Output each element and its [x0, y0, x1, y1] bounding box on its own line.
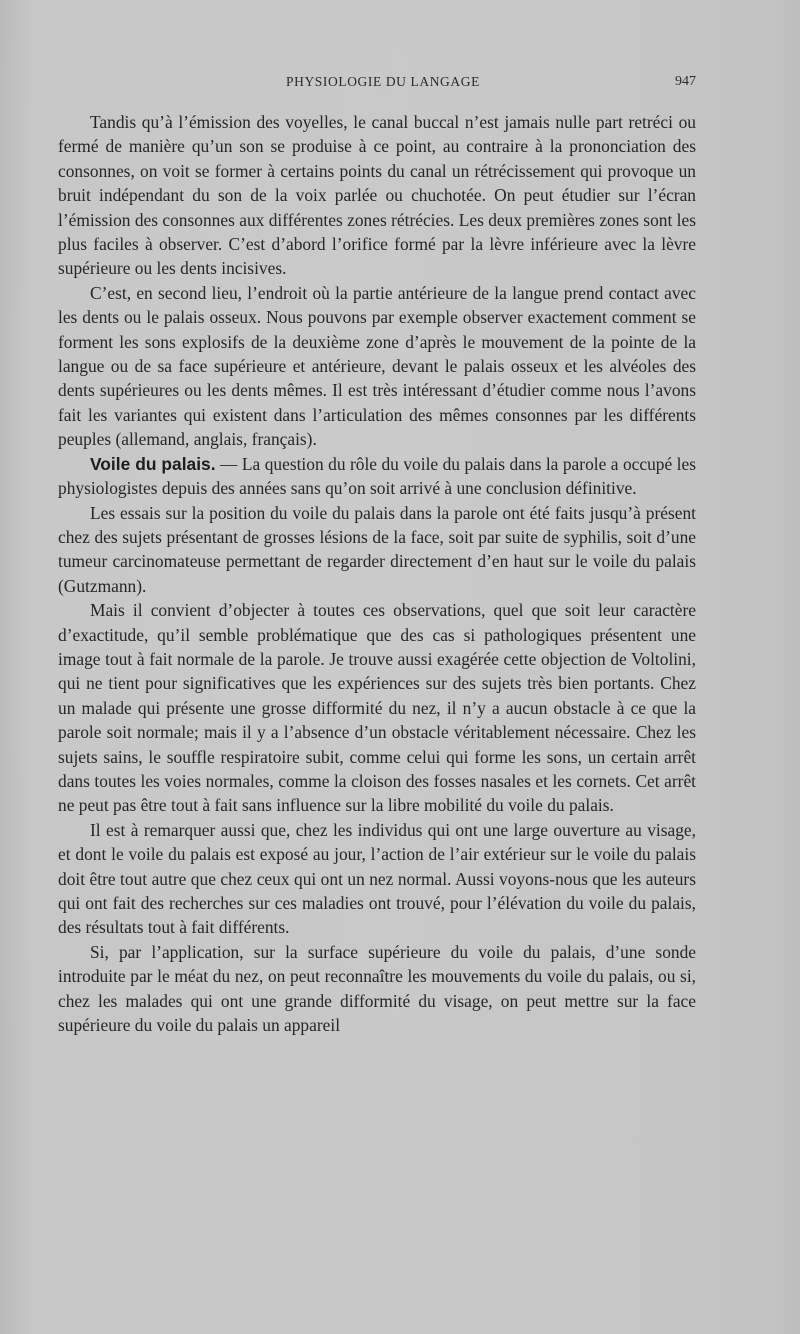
heading-dash: — — [215, 453, 242, 474]
section-intro-text: La question du rôle du voile du palais dans la parole a occupé les physiologistes depuis des années sans qu’on soit arrivé à une conclusion définitive. — [58, 453, 697, 499]
body-text — [58, 110, 696, 1037]
section-heading: Voile du palais. — [90, 453, 216, 474]
running-title: PHYSIOLOGIE DU LANGAGE — [286, 74, 480, 89]
section-intro-paragraph — [58, 452, 696, 501]
paragraph: Si, par l’application, sur la surface supérieure du voile du palais, d’une sonde introduite par le méat du nez, on peut reconnaître les mouvements du voile du palais, ou si, chez les malades qui ont une grande difformité du visage, on peut mettre sur la face supérieure du voile du palais un appareil — [58, 941, 696, 1036]
paragraph: Tandis qu’à l’émission des voyelles, le canal buccal n’est jamais nulle part retréci ou fermé de manière qu’un son se produise à ce point, au contraire à la prononciation des consonnes, on voit se former à certains points du canal un rétrécissement qui provoque un bruit indépendant du son de la voix parlée ou chuchotée. On peut étudier sur l’écran l’émission des consonnes aux différentes zones rétrécies. Les deux premières zones sont les plus faciles à observer. C’est d’abord l’orifice formé par la lèvre inférieure avec la lèvre supérieure ou les dents incisives. — [58, 112, 696, 279]
paragraph: Les essais sur la position du voile du palais dans la parole ont été faits jusqu’à présent chez des sujets présentant de grosses lésions de la face, soit par suite de syphilis, soit d’une tumeur carcinomateuse permettant de regarder directement d’en haut sur le voile du palais (Gutzmann). — [58, 502, 696, 596]
running-header — [0, 74, 800, 94]
paragraph: C’est, en second lieu, l’endroit où la partie antérieure de la langue prend contact avec les dents ou le palais osseux. Nous pouvons par exemple observer exactement comment se forment les sons explosifs de la deuxième zone d’après le mouvement de la pointe de la langue ou de sa face supérieure et antérieure, devant le palais osseux et les alvéoles des dents supérieures ou les dents mêmes. Il est très intéressant d’étudier comme nous l’avons fait les variantes qui existent dans l’articulation des mêmes consonnes par les différents peuples (allemand, anglais, français). — [58, 282, 696, 450]
page-number: 947 — [675, 74, 696, 89]
paragraph: Mais il convient d’objecter à toutes ces observations, quel que soit leur caractère d’exactitude, qu’il semble problématique que des cas si pathologiques présentent une image tout à fait normale de la parole. Je trouve aussi exagérée cette objection de Voltolini, qui ne tient pour significatives que les expériences sur des sujets très bien portants. Chez un malade qui présente une grosse difformité du nez, il n’y a aucun obstacle à ce que la parole soit normale; mais il y a l’absence d’un obstacle véritablement nécessaire. Chez les sujets sains, le souffle respiratoire subit, comme celui qui forme les sons, un certain arrêt dans toutes les voies normales, comme la cloison des fosses nasales et les cornets. Cet arrêt ne peut pas être tout à fait sans influence sur la libre mobilité du voile du palais. — [58, 600, 696, 816]
paragraph: Il est à remarquer aussi que, chez les individus qui ont une large ouverture au visage, et dont le voile du palais est exposé au jour, l’action de l’air extérieur sur le voile du palais doit être tout autre que chez ceux qui ont un nez normal. Aussi voyons-nous que les auteurs qui ont fait des recherches sur ces maladies ont trouvé, pour l’élévation du voile du palais, des résultats tout à fait différents. — [58, 819, 696, 938]
